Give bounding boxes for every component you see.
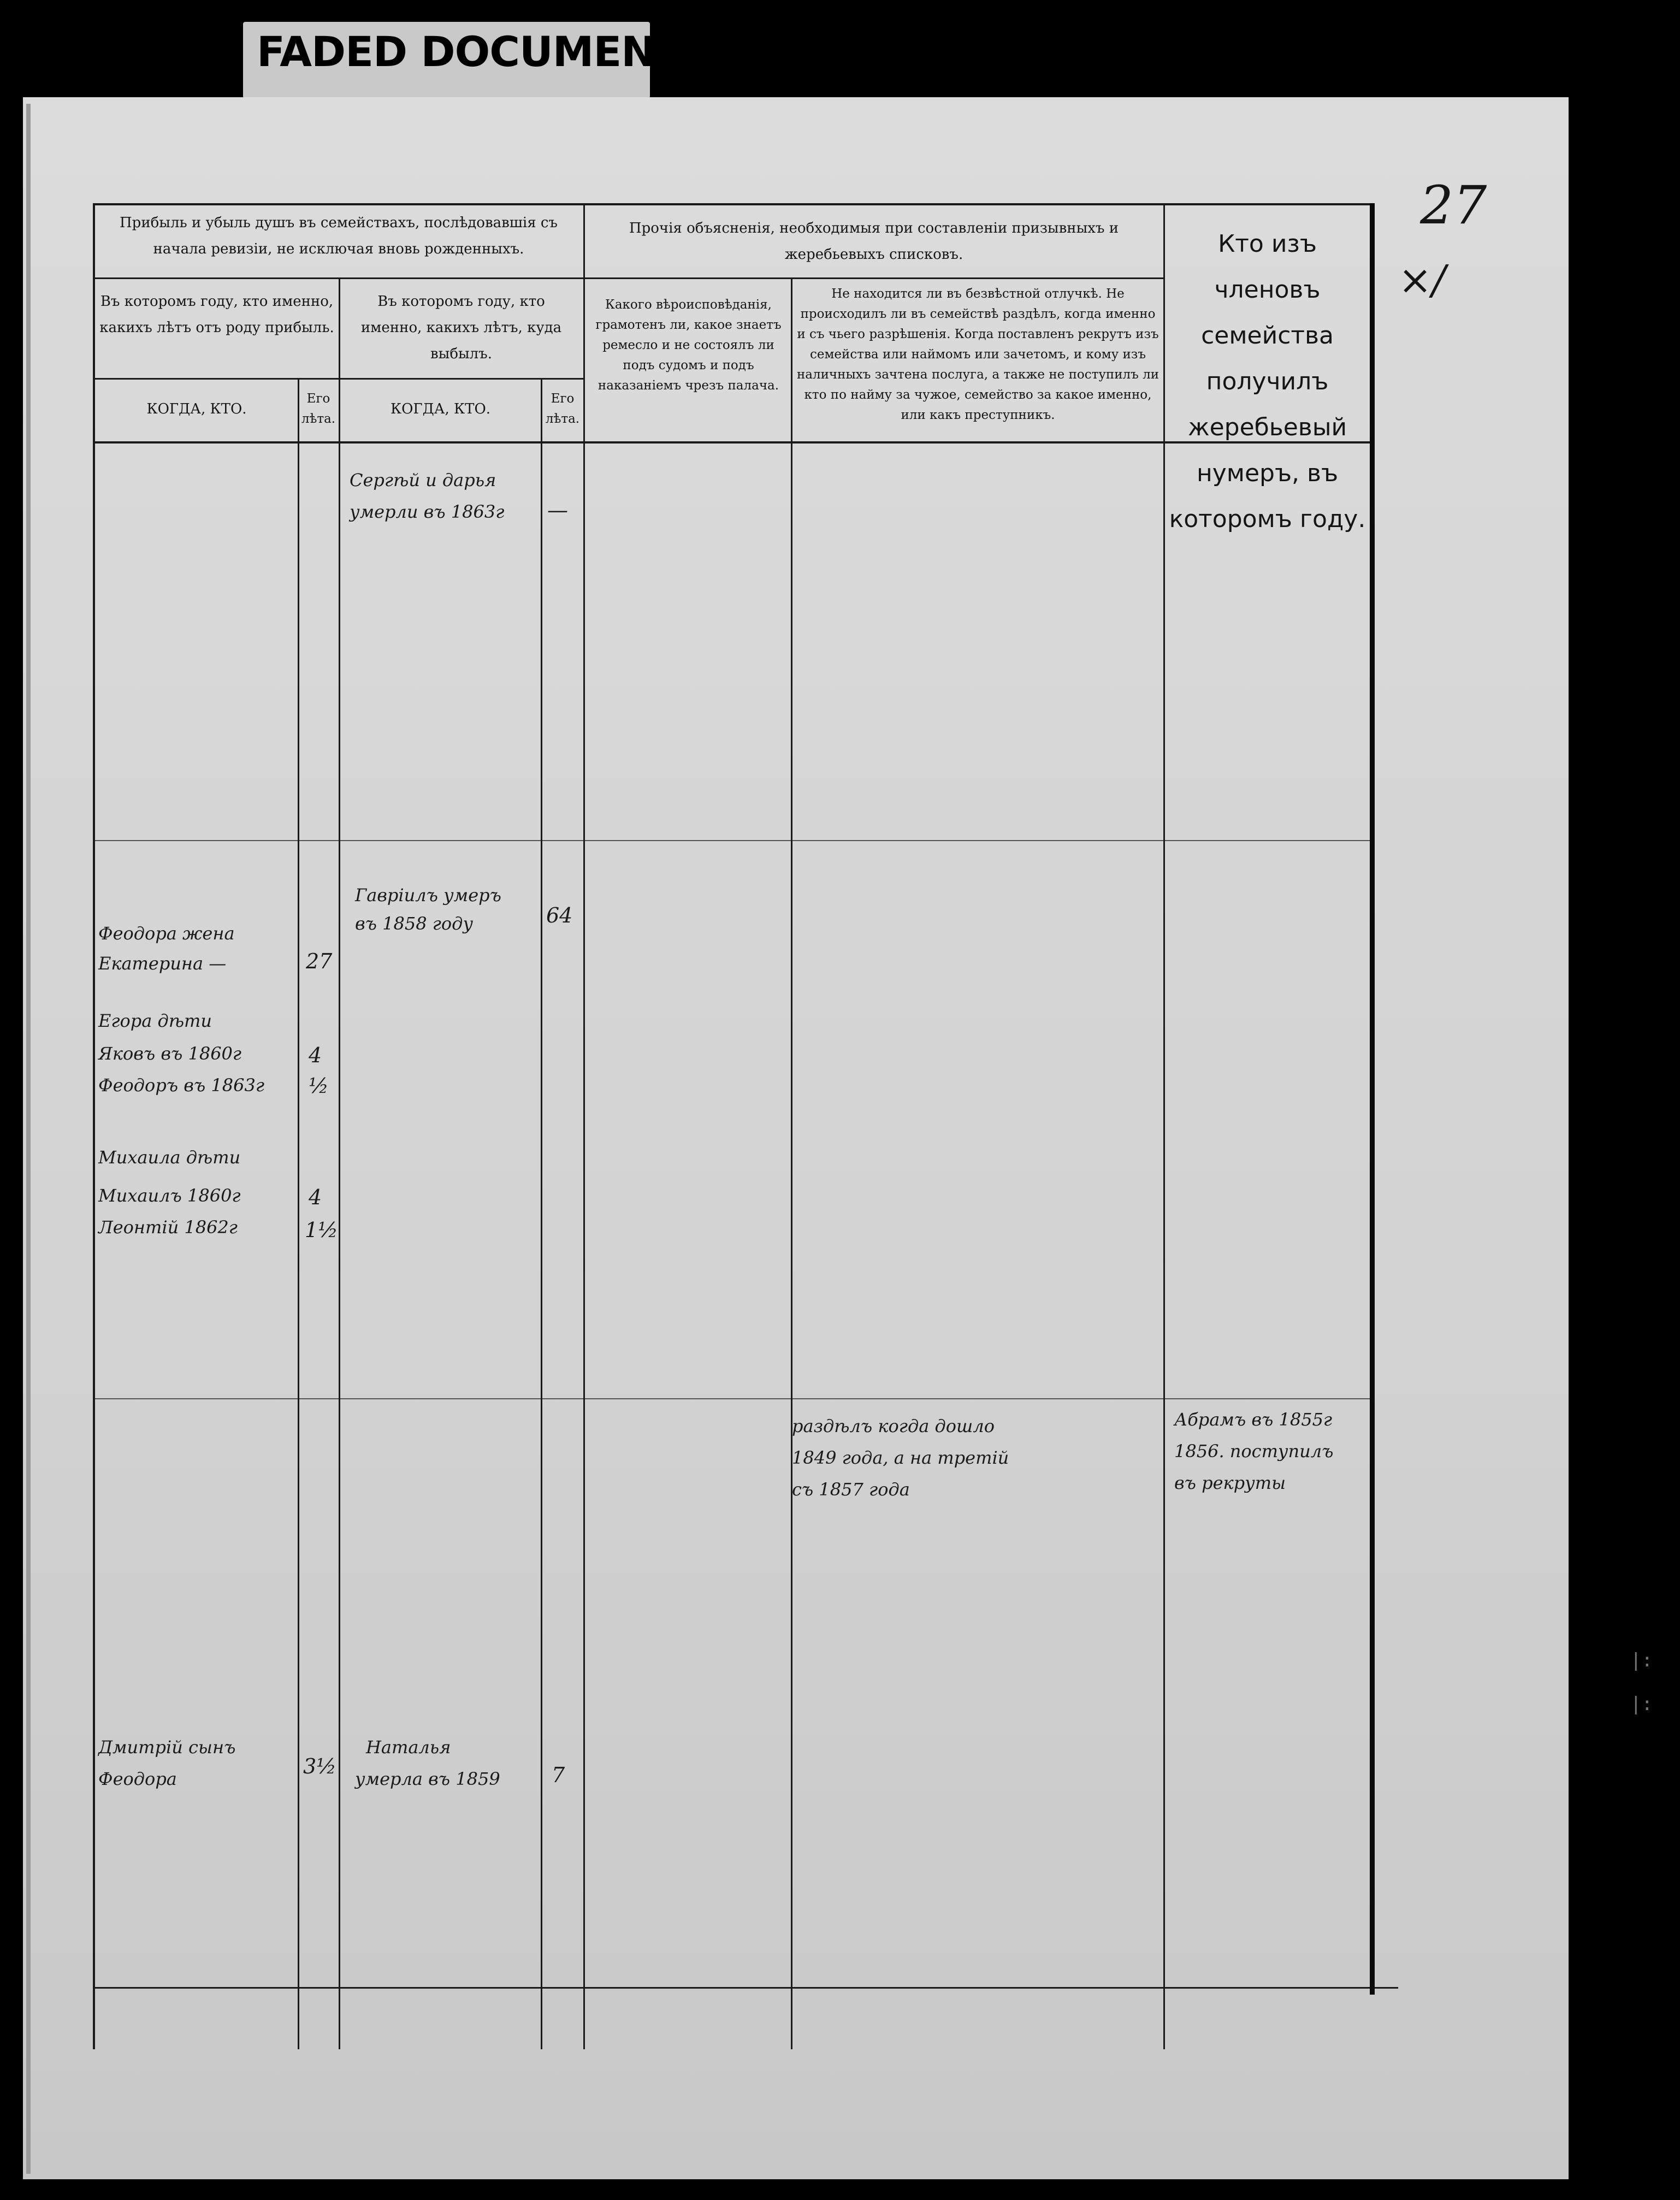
header-group-explanations: Прочія объясненія, необходимыя при составленіи призывныхъ и жеребьевыхъ списковъ. [629,220,1119,263]
entry-arrived-age: 1½ [305,1218,339,1242]
entry-departed-age: — [547,498,568,522]
edge-mark-1: |: [1630,1649,1653,1671]
entry-arrived-text: Феодора [98,1769,177,1789]
entry-arrived-age: 4 [309,1043,322,1067]
entry-lot-text: Абрамъ въ 1855г [1174,1409,1333,1430]
entry-arrived-text: Дмитрій сынъ [98,1737,236,1758]
entry-absence-text: съ 1857 года [792,1479,910,1500]
entry-absence-text: раздѣлъ когда дошло [792,1416,995,1436]
header-age-departed: Его лѣта. [545,392,580,426]
rule-top [93,203,1371,205]
entry-lot-text: въ рекруты [1174,1472,1286,1493]
entry-arrived-text: Яковъ въ 1860г [98,1043,242,1064]
header-when-who-departed: КОГДА, КТО. [390,401,491,417]
page-number: 27 [1420,175,1487,236]
entry-arrived-age: 27 [306,949,333,973]
header-arrived-intro: Въ которомъ году, кто именно, какихъ лѣтъ отъ роду прибыль. [99,293,334,336]
entry-departed-text: умерла въ 1859 [355,1769,500,1789]
rule-col-right [1370,203,1375,1995]
entry-arrived-text: Михаилъ 1860г [98,1185,241,1206]
entry-arrived-age: 4 [309,1185,322,1209]
entry-departed-text: Гавріилъ умеръ [355,885,501,906]
entry-arrived-age: 3½ [303,1754,337,1778]
header-departed-intro: Въ которомъ году, кто именно, какихъ лѣтъ, куда выбылъ. [360,293,562,362]
header-group-arrivals: Прибыль и убыль душъ въ семействахъ, послѣдовавшія съ начала ревизіи, не исключая вновь рожденныхъ. [120,215,558,257]
rule-col-left [93,203,95,2049]
entry-departed-text: Сергѣй и дарья [350,470,496,490]
entry-departed-text: умерли въ 1863г [350,501,505,522]
rule-col-2 [339,277,340,2049]
entry-departed-text: Наталья [366,1737,451,1758]
rule-col-4 [583,203,585,2049]
rule-section-2 [93,1398,1371,1399]
entry-arrived-text: Екатерина — [98,953,227,974]
tally-mark: ×/ [1398,257,1446,304]
header-when-who-arrived: КОГДА, КТО. [146,401,247,417]
entry-arrived-text: Феодоръ въ 1863г [98,1075,265,1096]
header-lot-number: Кто изъ членовъ семейства получилъ жеребьевый нумеръ, въ которомъ году. [1169,230,1366,533]
rule-col-3 [541,378,542,2049]
paper-binding-edge [26,104,31,2174]
header-absence: Не находится ли въ безвѣстной отлучкѣ. Не происходилъ ли въ семействѣ раздѣлъ, когда именно и съ чьего разрѣшенія. Когда поставленъ рекрутъ изъ семейства или наймомъ или зачетомъ, и кому изъ наличныхъ зачтена послуга, а также не поступилъ ли кто по найму за чужое, семейство за какое именно, или какъ преступникъ. [796,287,1160,422]
header-religion: Какого вѣроисповѣданія, грамотенъ ли, какое знаетъ ремесло и не состоялъ ли подъ судомъ и подъ наказаніемъ чрезъ палача. [595,298,782,393]
entry-departed-age: 7 [552,1763,565,1787]
entry-departed-text: въ 1858 году [355,913,474,934]
entry-arrived-text: Егора дѣти [98,1010,212,1031]
entry-departed-age: 64 [546,903,573,927]
rule-bottom [93,1987,1398,1989]
rule-col-5 [791,277,792,2049]
header-age-arrived: Его лѣта. [301,392,336,426]
rule-col-6 [1163,203,1165,2049]
edge-mark-2: |: [1630,1693,1653,1715]
entry-arrived-text: Феодора жена [98,923,235,944]
entry-lot-text: 1856. поступилъ [1174,1441,1334,1462]
entry-arrived-age: ½ [309,1074,329,1098]
entry-arrived-text: Михаила дѣти [98,1147,241,1168]
entry-absence-text: 1849 года, а на третій [792,1447,1009,1468]
rule-header-1 [93,277,1163,279]
rule-section-1 [93,840,1371,841]
faded-document-banner: FADED DOCUMENT(S) [257,27,749,76]
rule-col-1 [298,378,299,2049]
entry-arrived-text: Леонтій 1862г [98,1217,238,1238]
